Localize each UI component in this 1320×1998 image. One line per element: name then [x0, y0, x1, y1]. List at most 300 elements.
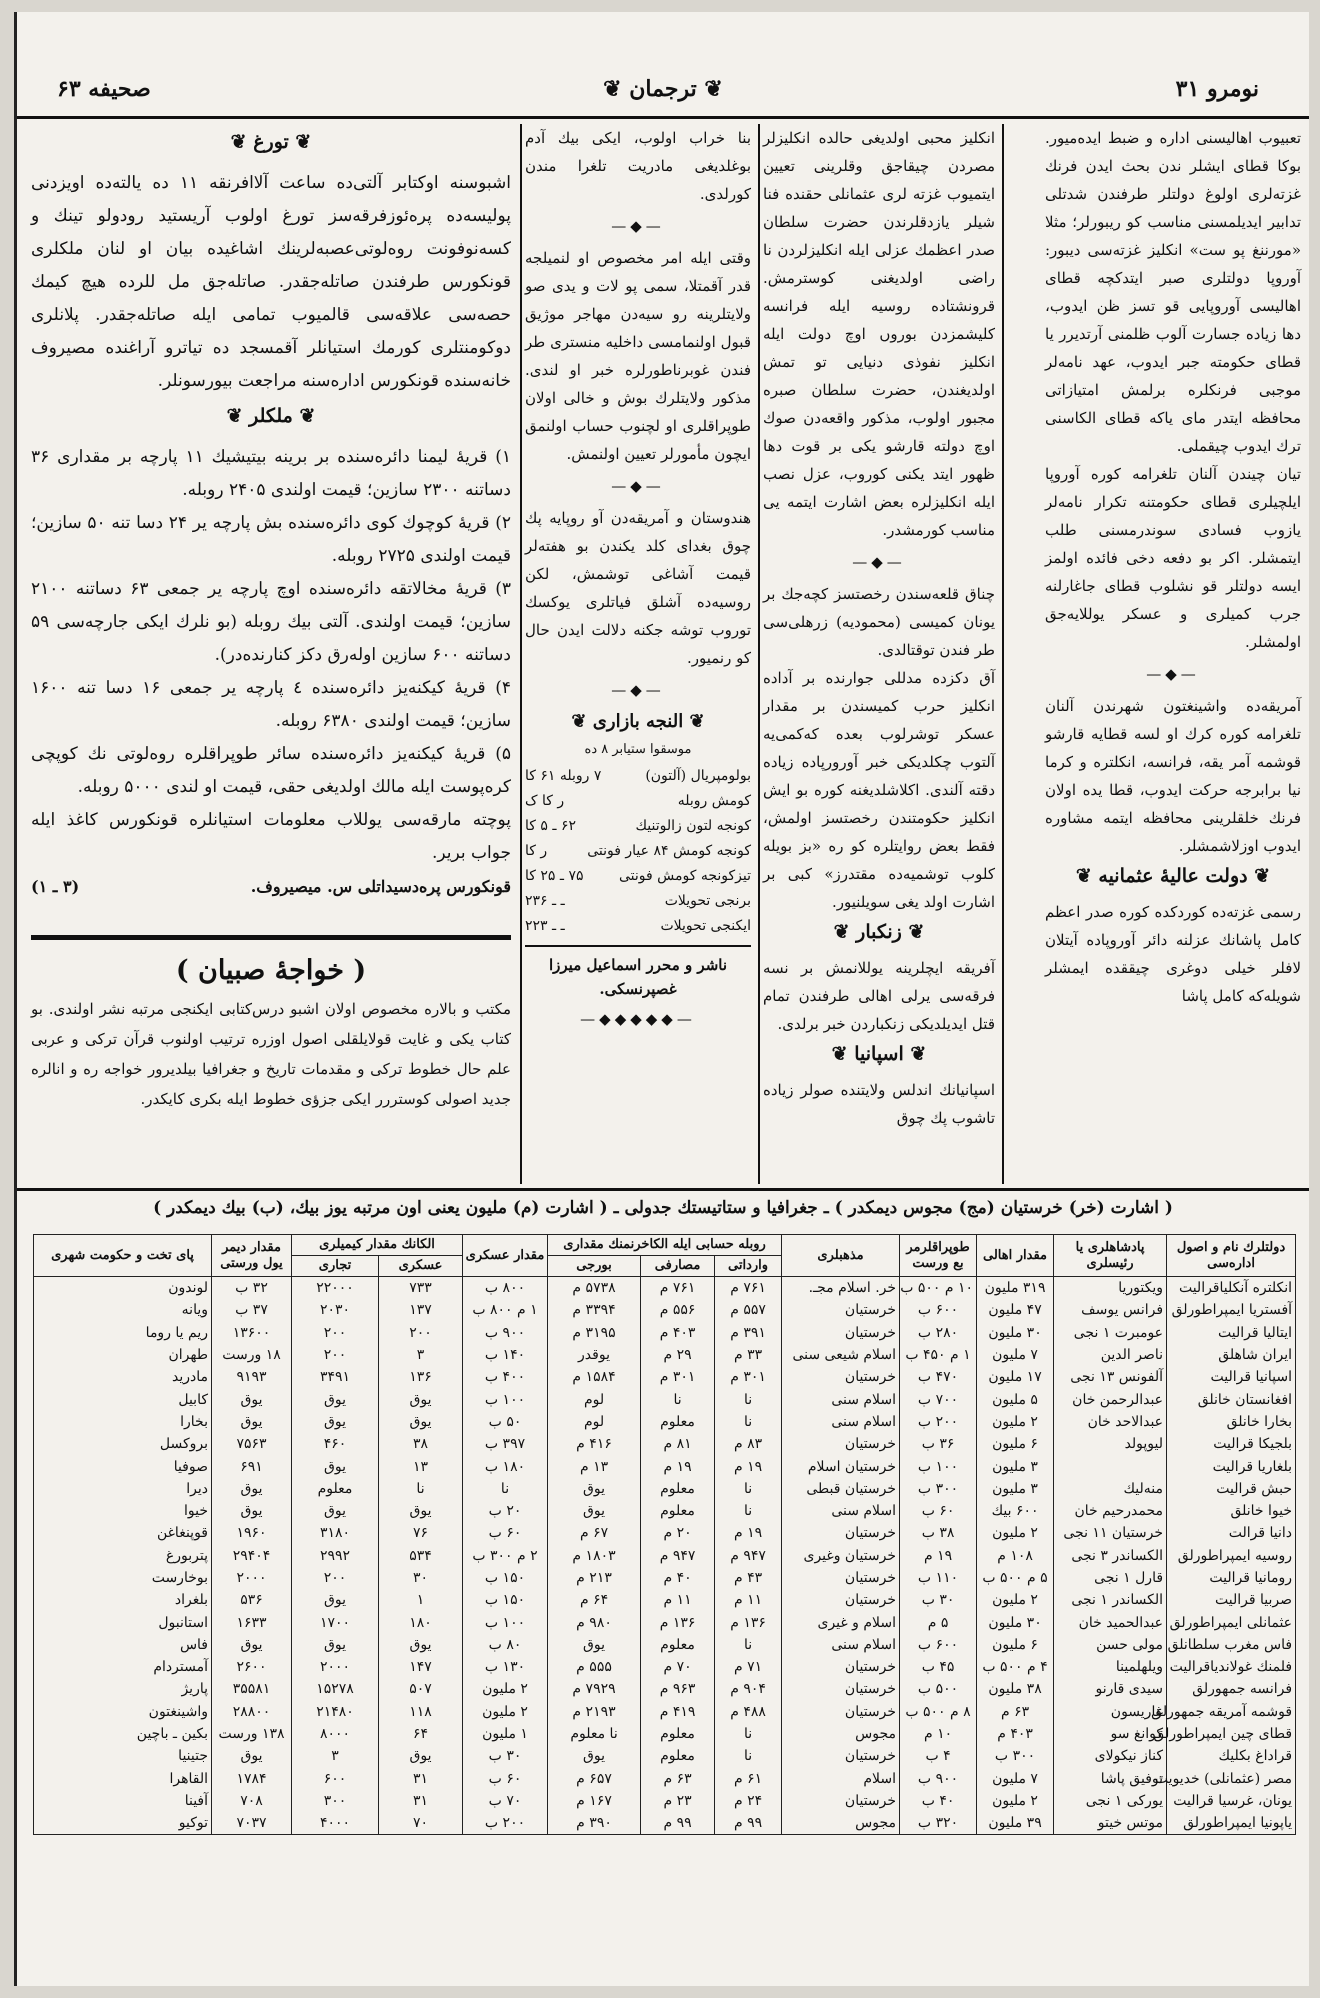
- cell-army: ۳۰ ب: [463, 1745, 548, 1767]
- cell-merchant: ۴۰۰۰: [292, 1812, 379, 1835]
- header-state: دولتلرك نام و اصول اداره‌سی: [1167, 1235, 1296, 1277]
- market-title: ❦ النجه بازاری ❦: [571, 711, 705, 732]
- cell-capital: کابیل: [34, 1388, 212, 1410]
- cell-area: ۵۰۰ ب: [900, 1678, 977, 1700]
- cell-state: خیوا خانلق: [1167, 1500, 1296, 1522]
- cell-warships: ۶۴: [379, 1723, 463, 1745]
- cell-warships: ۱۳: [379, 1455, 463, 1477]
- news-paragraph: تعبیوب اهالیسنی اداره و ضبط ایده‌میور. بوکا قطای ایشلر ندن بحث ایدن فرنك غزته‌لری اولوغ دولتلر طرفندن شدتلی تدابیر ایدیلمسنی مناسب کو ریبورلر؛ مثلا «مورننغ پو ست» انکلیز غزته‌سی دیبور: آوروپا دولتلری صبر ایتدکچه قطای اهالیسی آوروپایی قو تسز ظن ایدوب، دها زیاده جسارت آلوب ظلمنی آرتدیرر یا قطای حکومته جبر ایدوب، عهد نامه‌لر موجبی فرنکلره برلمش امتیازاتی محافظه ایتدر مای یاکه قطای الکاسنی ترك ایدوب چیقملی.: [1045, 129, 1301, 455]
- cell-religion: خرستیان: [782, 1678, 900, 1700]
- cell-expense: ۵۵۶ م: [641, 1299, 715, 1321]
- cell-ruler: عبدالاحد خان: [1054, 1411, 1167, 1433]
- statistics-table: [33, 1234, 1296, 1835]
- cell-ruler: کناز نیکولای: [1054, 1745, 1167, 1767]
- cell-railway: ۱۳۶۰۰: [212, 1322, 292, 1344]
- cell-army: ۶۰ ب: [463, 1768, 548, 1790]
- cell-debt: ۴۱۶ م: [548, 1433, 641, 1455]
- header-expense: مصارفی: [641, 1256, 715, 1277]
- column-rule: [520, 124, 522, 1184]
- cell-revenue: ۱۹ م: [715, 1455, 782, 1477]
- market-row: ایکنجی تحویلات ـ ـ ۲۲۳: [525, 918, 751, 934]
- cell-population: ۳۰ ملیون: [977, 1322, 1054, 1344]
- cell-expense: ۸۱ م: [641, 1433, 715, 1455]
- cell-capital: بکین ـ باچین: [34, 1723, 212, 1745]
- cell-debt: لوم: [548, 1411, 641, 1433]
- cell-merchant: ۳۴۹۱: [292, 1366, 379, 1388]
- table-row: [34, 1812, 1296, 1835]
- cell-area: ۲۸۰ ب: [900, 1322, 977, 1344]
- cell-population: ۲ ملیون: [977, 1589, 1054, 1611]
- cell-ruler: کوانغ سو: [1054, 1723, 1167, 1745]
- cell-army: ۸۰ ب: [463, 1634, 548, 1656]
- news-paragraph: آق دکزده مدللی جوارنده بر آداده انکلیز حرب کمیسندن بر مقدار عسکر توشرلوب بعده که‌کمی‌یه آلتوب چکلدیکی خبر آورورپاده زیاده دقته آلندی. اکلاشلدیغنه کوره بو ایش انکلیز حکومتندن رخصتسز اولمش، فقط بعض روایتلره کو ره «بز بویله کلوب توشمیه‌ده مقتدرز» کبی بر اشارت اولد یغی سویلنیور.: [763, 669, 995, 911]
- cell-merchant: ۳: [292, 1745, 379, 1767]
- table-row: [34, 1768, 1296, 1790]
- cell-population: ۶ ملیون: [977, 1634, 1054, 1656]
- cell-army: ۹۰۰ ب: [463, 1322, 548, 1344]
- cell-state: صربیا قرالیت: [1167, 1589, 1296, 1611]
- table-row: [34, 1567, 1296, 1589]
- cell-religion: مجوس: [782, 1812, 900, 1835]
- cell-revenue: نا: [715, 1745, 782, 1767]
- cell-capital: صوفیا: [34, 1455, 212, 1477]
- table-row: [34, 1589, 1296, 1611]
- cell-ruler: یورکی ۱ نجی: [1054, 1790, 1167, 1812]
- cell-area: ۳۰ ب: [900, 1589, 977, 1611]
- header-rule: [17, 116, 1309, 119]
- cell-warships: ۷۶: [379, 1522, 463, 1544]
- news-column-1: [1045, 124, 1301, 1184]
- section-divider: —◆—: [611, 217, 665, 235]
- cell-area: ۶۰۰ ب: [900, 1299, 977, 1321]
- cell-ruler: قارل ۱ نجی: [1054, 1567, 1167, 1589]
- notice-intro: اشبوسنه اوکتابر آلتی‌ده ساعت آلاافرنقه ۱۱ ده یالته‌ده اویزدنی پولیسه‌ده پره‌ئوزفرقه‌سز تورغ اولوب آریستید رودولو تینك و کسه‌نوفونت روه‌لوتی‌عصبه‌لرینك اشاغیده بیان او لنان ملکلری قونکورس طرفندن صاتله‌جقدر. صاتله‌جق مل للرده هیچ کیمك حصه‌سی علاقه‌سی قالمیوب تمامی ایله صاتله‌جقدر. پلانلری دوکومنتلری کورمك استیانلر آقمسجد ده تیاترو آراغنده مصیروف خانه‌سنده قونکورس اداره‌سنه مراجعت بیورسونلر.: [31, 173, 512, 391]
- cell-revenue: ۵۵۷ م: [715, 1299, 782, 1321]
- header-ships-group: الکانك مقدار کیمیلری: [292, 1235, 463, 1256]
- table-row: [34, 1277, 1296, 1300]
- cell-ruler: عبدالحمید خان: [1054, 1611, 1167, 1633]
- cell-debt: لوم: [548, 1388, 641, 1410]
- cell-revenue: ۱۱ م: [715, 1589, 782, 1611]
- cell-merchant: ۲۹۹۲: [292, 1545, 379, 1567]
- cell-revenue: ۹۹ م: [715, 1812, 782, 1835]
- news-column-3: [525, 124, 751, 1184]
- cell-railway: ۱۷۸۴: [212, 1768, 292, 1790]
- table-row: [34, 1322, 1296, 1344]
- cell-army: ۱۸۰ ب: [463, 1455, 548, 1477]
- cell-ruler: فرانس یوسف: [1054, 1299, 1167, 1321]
- cell-warships: ۱۴۷: [379, 1656, 463, 1678]
- cell-expense: ۷۶۱ م: [641, 1277, 715, 1300]
- table-row: [34, 1388, 1296, 1410]
- cell-warships: ۱۳۷: [379, 1299, 463, 1321]
- cell-warships: ۵۰۷: [379, 1678, 463, 1700]
- cell-army: ۳۹۷ ب: [463, 1433, 548, 1455]
- cell-army: ۱۰۰ ب: [463, 1611, 548, 1633]
- header-warships: عسکری: [379, 1256, 463, 1277]
- market-row: کومش روبله ر کا ک: [525, 793, 751, 809]
- cell-state: بلجیکا قرالیت: [1167, 1433, 1296, 1455]
- cell-warships: ۱۸۰: [379, 1611, 463, 1633]
- cell-capital: ریم یا روما: [34, 1322, 212, 1344]
- cell-merchant: ۴۶۰: [292, 1433, 379, 1455]
- cell-debt: ۶۵۷ م: [548, 1768, 641, 1790]
- section-heading: ❦ زنکبار ❦: [833, 921, 925, 943]
- cell-capital: بوخارست: [34, 1567, 212, 1589]
- cell-expense: معلوم: [641, 1634, 715, 1656]
- cell-population: ۲ ملیون: [977, 1522, 1054, 1544]
- cell-expense: ۹۹ م: [641, 1812, 715, 1835]
- cell-army: ۱۰۰ ب: [463, 1388, 548, 1410]
- section-divider: —◆—: [852, 553, 906, 571]
- cell-railway: یوق: [212, 1411, 292, 1433]
- cell-population: ۷ ملیون: [977, 1768, 1054, 1790]
- cell-debt: ۵۷۳۸ م: [548, 1277, 641, 1300]
- cell-merchant: ۳۱۸۰: [292, 1522, 379, 1544]
- cell-area: ۳۸ ب: [900, 1522, 977, 1544]
- cell-debt: ۲۱۳ م: [548, 1567, 641, 1589]
- cell-ruler: غاریسون: [1054, 1701, 1167, 1723]
- cell-warships: ۲۰۰: [379, 1322, 463, 1344]
- cell-merchant: ۲۰۰: [292, 1322, 379, 1344]
- table-row: [34, 1366, 1296, 1388]
- cell-religion: خرستیان: [782, 1522, 900, 1544]
- cell-army: ۲ م ۳۰۰ ب: [463, 1545, 548, 1567]
- page-number: صحیفه ۶۳: [57, 76, 151, 102]
- cell-expense: ۶۳ م: [641, 1768, 715, 1790]
- cell-state: روسیه ایمپراطورلق: [1167, 1545, 1296, 1567]
- cell-area: ۲۰۰ ب: [900, 1411, 977, 1433]
- cell-debt: ۱۳ م: [548, 1455, 641, 1477]
- cell-railway: ۷۰۸: [212, 1790, 292, 1812]
- cell-population: ۲ ملیون: [977, 1790, 1054, 1812]
- cell-area: ۴۷۰ ب: [900, 1366, 977, 1388]
- cell-expense: معلوم: [641, 1723, 715, 1745]
- cell-railway: یوق: [212, 1745, 292, 1767]
- cell-railway: ۳۷ ب: [212, 1299, 292, 1321]
- cell-religion: خرستیان اسلام: [782, 1455, 900, 1477]
- cell-area: ۴۵ ب: [900, 1656, 977, 1678]
- cell-state: آفستریا ایمپراطورلق: [1167, 1299, 1296, 1321]
- market-row: کونجه لتون زالوتنیك ۶۲ ـ ۵ کا: [525, 818, 751, 834]
- cell-ruler: عومبرت ۱ نجی: [1054, 1322, 1167, 1344]
- cell-debt: ۶۴ م: [548, 1589, 641, 1611]
- header-capital: پای تخت و حکومت شهری: [34, 1235, 212, 1277]
- notice-item: ۳) قریهٔ مخالاتقه دائره‌سنده اوچ پارچه یر جمعی ۶۳ دساتنه ۲۱۰۰ سازین؛ قیمت اولندی. آلتی بیك روبله (بو نلرك ایکی جارچه‌سی ۵۹ دساتنه ۶۰۰ سازین اوله‌رق دکز کنارنده‌در).: [31, 579, 511, 665]
- cell-religion: خرستیان: [782, 1790, 900, 1812]
- cell-warships: ۷۰: [379, 1812, 463, 1835]
- cell-railway: ۹۱۹۳: [212, 1366, 292, 1388]
- cell-revenue: نا: [715, 1388, 782, 1410]
- cell-expense: ۴۰۳ م: [641, 1322, 715, 1344]
- cell-state: قوشمه آمریقه جمهورلق: [1167, 1701, 1296, 1723]
- cell-ruler: منه‌لیك: [1054, 1478, 1167, 1500]
- header-area: طوپراقلرمر بع ورست: [900, 1235, 977, 1277]
- cell-state: انکلتره آنکلیاقرالیت: [1167, 1277, 1296, 1300]
- news-paragraph: آمریقه‌ده واشینغتون شهرندن آلنان تلغرامه کوره کرك او لسه قطایه قارشو قوشمه آمر یقه، فرانسه، انکلتره و کرما نیا برابرجه حرکت ایدوب، قطا یده اولان فرنك خلقلرینی محافظه ایتمه مشاوره ایدوب اوزلاشمشلر.: [1045, 697, 1301, 855]
- cell-warships: یوق: [379, 1388, 463, 1410]
- cell-population: ۳۰۰ ب: [977, 1745, 1054, 1767]
- cell-revenue: ۹۴۷ م: [715, 1545, 782, 1567]
- cell-population: ۳ ملیون: [977, 1455, 1054, 1477]
- cell-revenue: ۳۹۱ م: [715, 1322, 782, 1344]
- cell-expense: ۱۹ م: [641, 1455, 715, 1477]
- cell-religion: خرستیان: [782, 1433, 900, 1455]
- cell-population: ۴۰۳ م: [977, 1723, 1054, 1745]
- notice-item: ۲) قریهٔ کوچوك کوی دائره‌سنده بش پارچه یر ۲۴ دسا تنه ۵۰ سازین؛ قیمت اولندی ۲۷۲۵ روبله.: [31, 513, 511, 566]
- table-row: [34, 1790, 1296, 1812]
- cell-religion: خرستیان: [782, 1567, 900, 1589]
- cell-revenue: نا: [715, 1634, 782, 1656]
- cell-army: ۱۳۰ ب: [463, 1656, 548, 1678]
- cell-religion: مجوس: [782, 1723, 900, 1745]
- cell-revenue: ۸۳ م: [715, 1433, 782, 1455]
- market-row: کونجه کومش ۸۴ عیار فونتی ر کا: [525, 843, 751, 859]
- cell-merchant: معلوم: [292, 1478, 379, 1500]
- cell-capital: فاس: [34, 1634, 212, 1656]
- cell-merchant: ۱۵۲۷۸: [292, 1678, 379, 1700]
- cell-merchant: ۲۰۰: [292, 1567, 379, 1589]
- cell-capital: دیرا: [34, 1478, 212, 1500]
- cell-expense: ۴۰ م: [641, 1567, 715, 1589]
- section-heading: ❦ اسپانیا ❦: [831, 1043, 927, 1065]
- table-row: [34, 1634, 1296, 1656]
- cell-railway: ۵۳۶: [212, 1589, 292, 1611]
- book-title: ( خواجهٔ صبیان ): [175, 955, 367, 986]
- notice-subtitle: ❦ ملکلر ❦: [226, 405, 316, 427]
- cell-revenue: ۳۳ م: [715, 1344, 782, 1366]
- cell-population: ۳۱۹ ملیون: [977, 1277, 1054, 1300]
- cell-revenue: ۳۰۱ م: [715, 1366, 782, 1388]
- cell-religion: خرستیان: [782, 1589, 900, 1611]
- cell-railway: ۶۹۱: [212, 1455, 292, 1477]
- cell-state: فرانسه جمهورلق: [1167, 1678, 1296, 1700]
- cell-capital: واشینغتون: [34, 1701, 212, 1723]
- cell-area: ۳۲۰ ب: [900, 1812, 977, 1835]
- cell-expense: ۱۱ م: [641, 1589, 715, 1611]
- section-divider: —◆—: [611, 681, 665, 699]
- news-paragraph: اسپانیانك اندلس ولایتنده صولر زیاده تاشوب پك چوق: [763, 1081, 995, 1127]
- cell-ruler: الکساندر ۳ نجی: [1054, 1545, 1167, 1567]
- cell-area: ۹۰۰ ب: [900, 1768, 977, 1790]
- cell-state: قراداغ بکلیك: [1167, 1745, 1296, 1767]
- table-row: [34, 1411, 1296, 1433]
- cell-expense: ۴۱۹ م: [641, 1701, 715, 1723]
- cell-state: حبش قرالیت: [1167, 1478, 1296, 1500]
- cell-debt: نا معلوم: [548, 1723, 641, 1745]
- cell-railway: ۲۹۴۰۴: [212, 1545, 292, 1567]
- table-row: [34, 1678, 1296, 1700]
- cell-army: ۲ ملیون: [463, 1678, 548, 1700]
- cell-area: ۱ م ۴۵۰ ب: [900, 1344, 977, 1366]
- cell-railway: ۱۹۶۰: [212, 1522, 292, 1544]
- page-header: [17, 70, 1309, 110]
- cell-railway: ۷۰۳۷: [212, 1812, 292, 1835]
- book-advertisement: [31, 952, 511, 1182]
- cell-army: ۱۵۰ ب: [463, 1567, 548, 1589]
- cell-ruler: لیوپولد: [1054, 1433, 1167, 1455]
- header-army: مقدار عسکری: [463, 1235, 548, 1277]
- cell-debt: ۷۹۲۹ م: [548, 1678, 641, 1700]
- cell-population: ۶ ملیون: [977, 1433, 1054, 1455]
- cell-warships: ۳: [379, 1344, 463, 1366]
- cell-area: ۱۰ م ۵۰۰ ب: [900, 1277, 977, 1300]
- cell-state: اسپانیا قرالیت: [1167, 1366, 1296, 1388]
- cell-warships: یوق: [379, 1500, 463, 1522]
- cell-capital: پتربورغ: [34, 1545, 212, 1567]
- cell-religion: خرستیان: [782, 1322, 900, 1344]
- cell-debt: ۵۵۵ م: [548, 1656, 641, 1678]
- cell-religion: اسلام سنی: [782, 1411, 900, 1433]
- news-paragraph: رسمی غزته‌ده کوردکده کوره صدر اعظم کامل پاشانك عزلنه دائر آوروپاده آیتلان لافلر خیلی دوغری چیققده ایمشلر شویله‌که کامل پاشا: [1045, 903, 1301, 1005]
- cell-revenue: ۷۱ م: [715, 1656, 782, 1678]
- column-rule: [1002, 124, 1004, 1184]
- cell-state: افغانستان خانلق: [1167, 1388, 1296, 1410]
- cell-capital: بلغراد: [34, 1589, 212, 1611]
- cell-population: ۷ ملیون: [977, 1344, 1054, 1366]
- cell-state: رومانیا قرالیت: [1167, 1567, 1296, 1589]
- cell-merchant: یوق: [292, 1455, 379, 1477]
- cell-debt: ۹۸۰ م: [548, 1611, 641, 1633]
- cell-debt: ۱۶۷ م: [548, 1790, 641, 1812]
- notice-item: ۵) قریهٔ کیکنه‌یز دائره‌سنده سائر طوپراقلره روه‌لوتی نك کوپچی کره‌پوست ایله مالك اولدیغی حقی، قیمت او لندی ۵۰۰۰ روبله.: [31, 744, 511, 797]
- header-revenue: وارداتی: [715, 1256, 782, 1277]
- cell-railway: یوق: [212, 1634, 292, 1656]
- cell-ruler: الکساندر ۱ نجی: [1054, 1589, 1167, 1611]
- auction-notice: [31, 124, 511, 929]
- cell-ruler: [1054, 1455, 1167, 1477]
- cell-expense: ۳۰۱ م: [641, 1366, 715, 1388]
- cell-religion: خرستیان: [782, 1656, 900, 1678]
- cell-capital: لوندون: [34, 1277, 212, 1300]
- cell-area: ۴۰ ب: [900, 1790, 977, 1812]
- cell-area: ۵ م: [900, 1611, 977, 1633]
- cell-ruler: سیدی قارنو: [1054, 1678, 1167, 1700]
- cell-railway: یوق: [212, 1500, 292, 1522]
- cell-religion: خرستیان: [782, 1745, 900, 1767]
- cell-area: ۴ ب: [900, 1745, 977, 1767]
- cell-army: ۷۰ ب: [463, 1790, 548, 1812]
- cell-area: ۶۰ ب: [900, 1500, 977, 1522]
- news-paragraph: بنا خراب اولوب، ایکی بیك آدم بوغلدیغی مادریت تلغرا مندن کورلدی.: [525, 129, 751, 203]
- news-paragraph: تیان چیندن آلنان تلغرامه کوره آوروپا ایلچیلری قطای حکومتنه تکرار نامه‌لر یازوب فسادی سوندرمسنی طلب ایتمشلر. اکر بو دفعه دخی فائده اولمز ایسه دولتلر قو نشلوب قطای جاغارلنه جرب کمیلری و عسکر یوللایه‌جق اولمشلر.: [1045, 465, 1301, 651]
- cell-army: ۲۰۰ ب: [463, 1812, 548, 1835]
- cell-population: ۵ ملیون: [977, 1388, 1054, 1410]
- cell-ruler: محمدرحیم خان: [1054, 1500, 1167, 1522]
- cell-religion: اسلام: [782, 1768, 900, 1790]
- cell-railway: ۷۵۶۳: [212, 1433, 292, 1455]
- cell-army: ۸۰۰ ب: [463, 1277, 548, 1300]
- newspaper-title: ❦ ترجمان ❦: [603, 76, 723, 102]
- cell-expense: ۹۶۳ م: [641, 1678, 715, 1700]
- cell-debt: ۲۱۹۳ م: [548, 1701, 641, 1723]
- cell-revenue: ۴۳ م: [715, 1567, 782, 1589]
- cell-debt: ۱۵۸۴ م: [548, 1366, 641, 1388]
- cell-revenue: نا: [715, 1411, 782, 1433]
- cell-warships: ۳۸: [379, 1433, 463, 1455]
- cell-population: ۴ م ۵۰۰ ب: [977, 1656, 1054, 1678]
- cell-merchant: ۲۰۳۰: [292, 1299, 379, 1321]
- cell-merchant: ۶۰۰: [292, 1768, 379, 1790]
- cell-debt: ۳۹۰ م: [548, 1812, 641, 1835]
- cell-capital: خیوا: [34, 1500, 212, 1522]
- cell-debt: ۳۱۹۵ م: [548, 1322, 641, 1344]
- cell-expense: ۹۴۷ م: [641, 1545, 715, 1567]
- book-text: مکتب و بالاره مخصوص اولان اشبو درس‌کتابی ایکنجی مرتبه نشر اولندی. بو کتاب یکی و غایت قولایلقلی اصول اوزره ترتیب اولنوب قرآن ترکی و عربی علم حال خطوط ترکی و مقدمات تاریخ و جغرافیا بیلدیرور خواجه ره و انالره جدید اصولی کوستررر ایکی جزؤی خطوط ایله بکری کایکدر.: [31, 1000, 511, 1108]
- cell-ruler: ویکتوریا: [1054, 1277, 1167, 1300]
- table-top-rule: [17, 1188, 1309, 1191]
- cell-religion: خرستیان: [782, 1701, 900, 1723]
- cell-area: ۱۰ م: [900, 1723, 977, 1745]
- cell-railway: ۳۵۵۸۱: [212, 1678, 292, 1700]
- cell-state: ایتالیا قرالیت: [1167, 1322, 1296, 1344]
- header-religion: مذهبلری: [782, 1235, 900, 1277]
- cell-army: ۱۵۰ ب: [463, 1589, 548, 1611]
- cell-population: ۶۳ م: [977, 1701, 1054, 1723]
- notice-item: پوچته مارقه‌سی یوللاب معلومات استیانلره قونکورس کاغذ ایله جواب بریر.: [31, 810, 511, 863]
- cell-religion: اسلام سنی: [782, 1500, 900, 1522]
- cell-population: ۵ م ۵۰۰ ب: [977, 1567, 1054, 1589]
- cell-railway: ۱۳۸ ورست: [212, 1723, 292, 1745]
- cell-area: ۷۰۰ ب: [900, 1388, 977, 1410]
- cell-area: ۳۶ ب: [900, 1433, 977, 1455]
- cell-warships: یوق: [379, 1745, 463, 1767]
- cell-state: فلمنك غولاندیاقرالیت: [1167, 1656, 1296, 1678]
- notice-title: ❦ تورغ ❦: [230, 131, 312, 153]
- table-row: [34, 1433, 1296, 1455]
- cell-warships: ۳۱: [379, 1790, 463, 1812]
- cell-population: ۳۸ ملیون: [977, 1678, 1054, 1700]
- cell-area: ۳۰۰ ب: [900, 1478, 977, 1500]
- cell-revenue: ۱۳۶ م: [715, 1611, 782, 1633]
- cell-religion: خرستیان: [782, 1299, 900, 1321]
- cell-debt: یوق: [548, 1478, 641, 1500]
- cell-merchant: یوق: [292, 1589, 379, 1611]
- cell-revenue: ۹۰۴ م: [715, 1678, 782, 1700]
- cell-state: بخارا خانلق: [1167, 1411, 1296, 1433]
- cell-capital: القاهرا: [34, 1768, 212, 1790]
- cell-revenue: نا: [715, 1478, 782, 1500]
- cell-religion: اسلام و غیری: [782, 1611, 900, 1633]
- cell-expense: ۲۹ م: [641, 1344, 715, 1366]
- header-merchant: تجاری: [292, 1256, 379, 1277]
- cell-area: ۱۹ م: [900, 1545, 977, 1567]
- cell-population: ۲ ملیون: [977, 1411, 1054, 1433]
- cell-religion: خرستیان قبطی: [782, 1478, 900, 1500]
- cell-ruler: خرستیان ۱۱ نجی: [1054, 1522, 1167, 1544]
- cell-revenue: ۱۹ م: [715, 1522, 782, 1544]
- table-row: [34, 1500, 1296, 1522]
- table-row: [34, 1299, 1296, 1321]
- cell-railway: یوق: [212, 1388, 292, 1410]
- cell-army: نا: [463, 1478, 548, 1500]
- cell-warships: ۳۱: [379, 1768, 463, 1790]
- cell-ruler: موتس خیتو: [1054, 1812, 1167, 1835]
- section-divider: —◆—: [611, 477, 665, 495]
- cell-population: ۴۷ ملیون: [977, 1299, 1054, 1321]
- cell-debt: یوق: [548, 1745, 641, 1767]
- cell-army: ۱ ملیون: [463, 1723, 548, 1745]
- cell-expense: نا: [641, 1388, 715, 1410]
- header-budget-group: روبله حسابی ایله الکاخرنمنك مقداری: [548, 1235, 782, 1256]
- notice-item: ۱) قریهٔ لیمنا دائره‌سنده بر برینه بیتیشیك ۱۱ پارچه بر مقداری ۳۶ دساتنه ۲۳۰۰ سازین؛ قیمت اولندی ۲۴۰۵ روبله.: [31, 447, 512, 500]
- cell-railway: ۳۲ ب: [212, 1277, 292, 1300]
- cell-army: ۴۰۰ ب: [463, 1366, 548, 1388]
- news-paragraph: وقتی ایله امر مخصوص او لنمیلجه قدر آقمتلا، سمی پو لات و یدی صو ولایتلرینه رو سیه‌دن مهاجر موژیق قبول اولنمامسی داخلیه منستری طر فندن غوبرناطورلره خبر او لندی. مذکور ولایتلرك بوش و خالی اولان طوپراقلری او لچنوب حساب اولنمق ایچون مأمورلر تعیین اولنمش.: [525, 249, 751, 463]
- market-row: تیزکونجه کومش فونتی ۷۵ ـ ۲۵ کا: [525, 868, 751, 884]
- cell-debt: ۶۷ م: [548, 1522, 641, 1544]
- cell-religion: اسلام شیعی سنی: [782, 1344, 900, 1366]
